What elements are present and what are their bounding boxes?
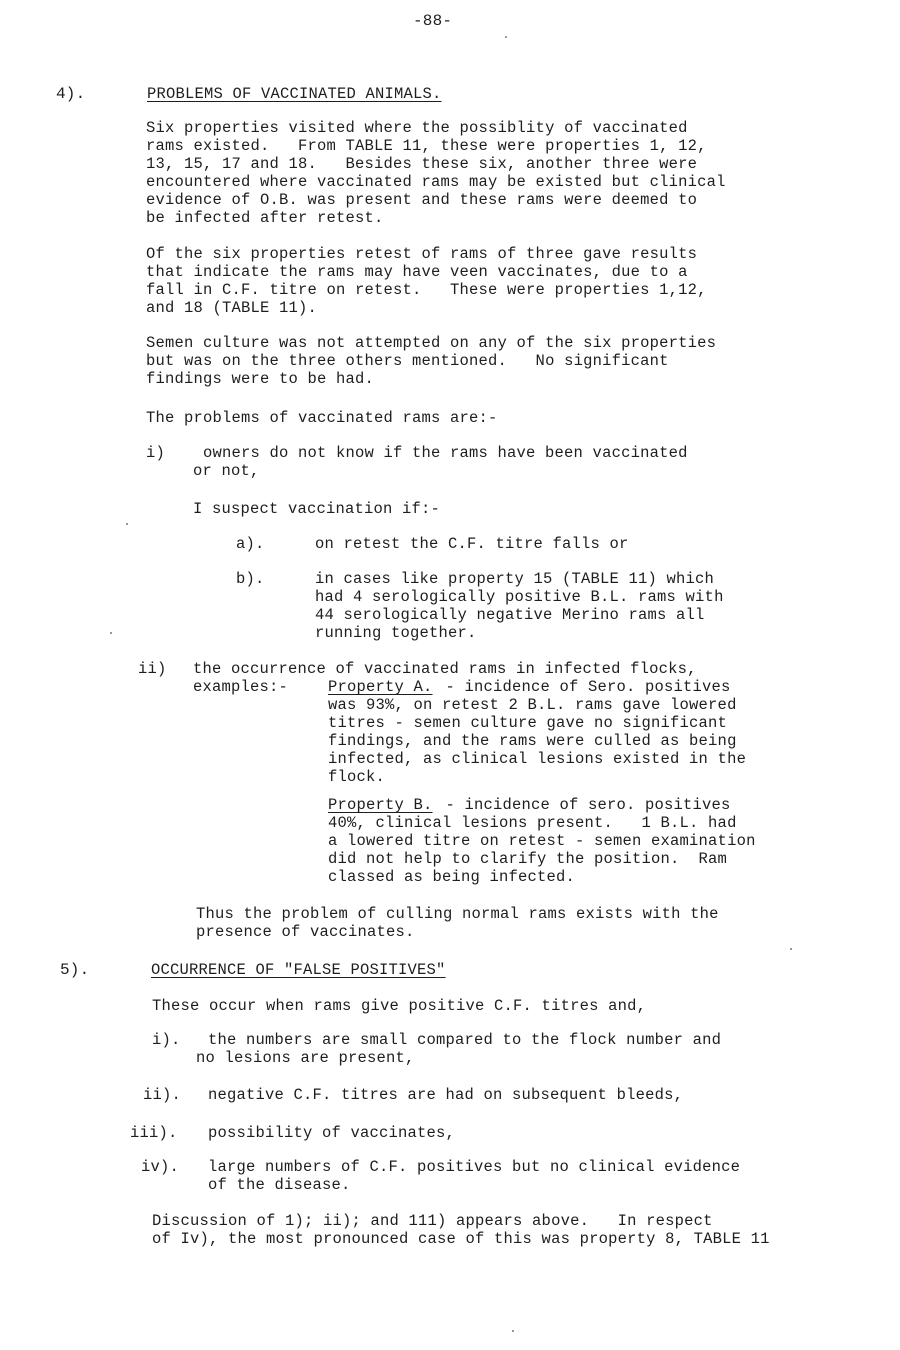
text-line: negative C.F. titres are had on subsequent bleeds,: [208, 1086, 684, 1104]
section-5-number: 5).: [60, 961, 90, 979]
text-line: Six properties visited where the possiblity of vaccinated: [146, 119, 688, 137]
text-line: of the disease.: [208, 1176, 351, 1194]
text-line: owners do not know if the rams have been vaccinated: [203, 444, 688, 462]
property-b-title: Property B.: [328, 796, 433, 814]
text-line: the numbers are small compared to the flock number and: [208, 1031, 722, 1049]
text-line: and 18 (TABLE 11).: [146, 299, 318, 317]
text-line: Discussion of 1); ii); and 111) appears above. In respect: [152, 1212, 713, 1230]
text-line: or not,: [193, 462, 260, 480]
text-line: rams existed. From TABLE 11, these were properties 1, 12,: [146, 137, 707, 155]
text-line: evidence of O.B. was present and these rams were deemed to: [146, 191, 698, 209]
text-line: did not help to clarify the position. Ram: [328, 850, 728, 868]
scan-speck: [110, 632, 112, 634]
text-line: encountered where vaccinated rams may be existed but clinical: [146, 173, 726, 191]
list-marker: i): [146, 444, 166, 462]
text-line: - incidence of Sero. positives: [436, 678, 731, 696]
list-marker: i).: [152, 1031, 181, 1049]
property-a-title: Property A.: [328, 678, 433, 696]
problems-intro: The problems of vaccinated rams are:-: [146, 409, 498, 427]
suspect-intro: I suspect vaccination if:-: [193, 500, 441, 518]
text-line: classed as being infected.: [328, 868, 576, 886]
examples-label: examples:-: [193, 678, 289, 696]
section-4-heading: PROBLEMS OF VACCINATED ANIMALS.: [147, 85, 442, 103]
list-marker: iv).: [141, 1158, 180, 1176]
text-line: fall in C.F. titre on retest. These were properties 1,12,: [146, 281, 707, 299]
text-line: that indicate the rams may have veen vaccinates, due to a: [146, 263, 688, 281]
text-line: 13, 15, 17 and 18. Besides these six, another three were: [146, 155, 698, 173]
page-number: -88-: [413, 12, 453, 30]
text-line: infected, as clinical lesions existed in the: [328, 750, 747, 768]
text-line: flock.: [328, 768, 386, 786]
text-line: possibility of vaccinates,: [208, 1124, 456, 1142]
text-line: of Iv), the most pronounced case of this was property 8, TABLE 11: [152, 1230, 770, 1248]
text-line: findings were to be had.: [146, 370, 375, 388]
text-line: - incidence of sero. positives: [436, 796, 731, 814]
text-line: Of the six properties retest of rams of three gave results: [146, 245, 698, 263]
scan-speck: [512, 1330, 514, 1332]
text-line: be infected after retest.: [146, 209, 384, 227]
text-line: but was on the three others mentioned. No significant: [146, 352, 669, 370]
section-4-number: 4).: [56, 85, 86, 103]
text-line: a lowered titre on retest - semen examination: [328, 832, 756, 850]
text-line: Semen culture was not attempted on any of the six properties: [146, 334, 717, 352]
text-line: large numbers of C.F. positives but no clinical evidence: [208, 1158, 741, 1176]
section-5-heading: OCCURRENCE OF "FALSE POSITIVES": [151, 961, 446, 979]
list-marker: ii).: [143, 1086, 182, 1104]
scan-speck: [790, 948, 792, 950]
text-line: had 4 serologically positive B.L. rams with: [315, 588, 724, 606]
list-marker: ii): [138, 660, 167, 678]
text-line: titres - semen culture gave no significant: [328, 714, 728, 732]
list-marker: a).: [236, 535, 265, 553]
section-5-intro: These occur when rams give positive C.F. titres and,: [152, 997, 647, 1015]
scan-speck: [126, 523, 128, 525]
text-line: the occurrence of vaccinated rams in infected flocks,: [193, 660, 697, 678]
text-line: no lesions are present,: [196, 1049, 415, 1067]
text-line: 40%, clinical lesions present. 1 B.L. had: [328, 814, 737, 832]
text-line: running together.: [315, 624, 477, 642]
text-line: findings, and the rams were culled as being: [328, 732, 737, 750]
list-marker: iii).: [130, 1124, 178, 1142]
text-line: was 93%, on retest 2 B.L. rams gave lowered: [328, 696, 737, 714]
text-line: presence of vaccinates.: [196, 923, 415, 941]
text-line: 44 serologically negative Merino rams all: [315, 606, 705, 624]
text-line: in cases like property 15 (TABLE 11) which: [315, 570, 715, 588]
list-marker: b).: [236, 570, 265, 588]
text-line: on retest the C.F. titre falls or: [315, 535, 629, 553]
text-line: Thus the problem of culling normal rams exists with the: [196, 905, 719, 923]
scan-speck: [505, 36, 507, 38]
